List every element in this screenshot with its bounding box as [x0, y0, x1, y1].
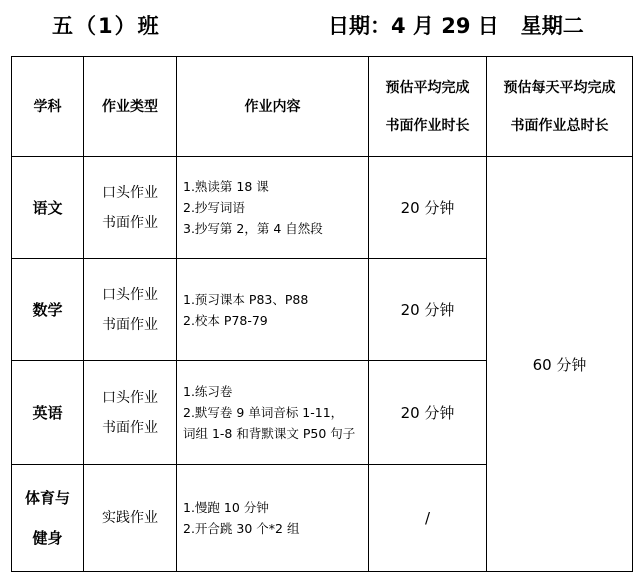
col-header-subject: 学科	[12, 57, 84, 157]
type-cell: 口头作业 书面作业	[84, 259, 177, 361]
homework-table	[11, 56, 633, 572]
type-cell: 口头作业 书面作业	[84, 157, 177, 259]
duration-cell: 20 分钟	[369, 259, 487, 361]
content-cell: 1.慢跑 10 分钟 2.开合跳 30 个*2 组	[177, 465, 369, 572]
duration-cell: /	[369, 465, 487, 572]
duration-cell: 20 分钟	[369, 157, 487, 259]
table-header-row	[12, 57, 633, 157]
content-cell: 1.练习卷 2.默写卷 9 单词音标 1-11， 词组 1-8 和背默课文 P50 句子	[177, 361, 369, 465]
duration-cell: 20 分钟	[369, 361, 487, 465]
type-cell: 口头作业 书面作业	[84, 361, 177, 465]
content-cell: 1.熟读第 18 课 2.抄写词语 3.抄写第 2，第 4 自然段	[177, 157, 369, 259]
col-header-content: 作业内容	[177, 57, 369, 157]
col-header-avg-duration: 预估平均完成 书面作业时长	[369, 57, 487, 157]
date-line: 日期：4 月 29 日 星期二	[328, 14, 584, 38]
col-header-total-duration: 预估每天平均完成 书面作业总时长	[487, 57, 633, 157]
total-duration-cell: 60 分钟	[487, 157, 633, 572]
subject-cell: 数学	[12, 259, 84, 361]
col-header-type: 作业类型	[84, 57, 177, 157]
content-cell: 1.预习课本 P83、P88 2.校本 P78-79	[177, 259, 369, 361]
class-name: 五（1）班	[52, 14, 161, 38]
subject-cell: 语文	[12, 157, 84, 259]
table-row	[12, 157, 633, 259]
page-header	[0, 0, 643, 56]
subject-cell: 英语	[12, 361, 84, 465]
type-cell: 实践作业	[84, 465, 177, 572]
subject-cell: 体育与 健身	[12, 465, 84, 572]
